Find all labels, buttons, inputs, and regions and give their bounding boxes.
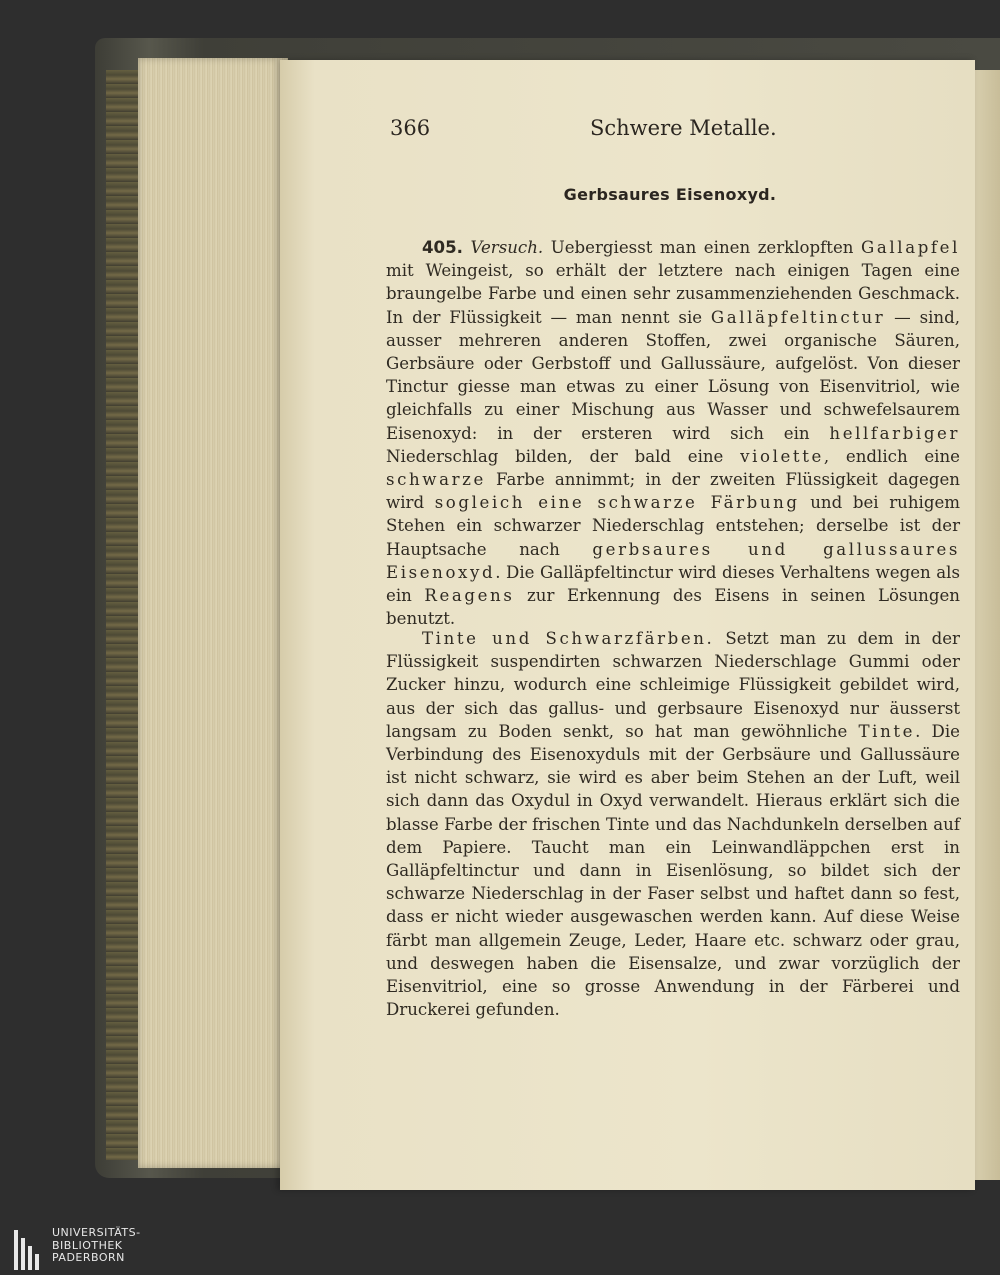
paragraph-experiment [386, 236, 960, 630]
section-heading: Gerbsaures Eisenoxyd. [563, 185, 777, 204]
spaced-term: Tinte [858, 721, 916, 741]
spaced-term: violette [740, 446, 824, 466]
text-run: und bei ruhigem Stehen ein schwarzer Niederschlag entstehen; derselbe ist der Hauptsache nach [386, 493, 960, 559]
book-spine [106, 70, 140, 1160]
page-number: 366 [390, 116, 431, 140]
spaced-term: Tinte und Schwarzfärben. [422, 629, 715, 648]
spaced-term: hellfarbiger [829, 423, 960, 443]
spaced-term: gerbsaures und gallussaures Eisenoxyd [386, 539, 960, 582]
text-run: , endlich eine [823, 446, 960, 466]
text-run: zur Erkennung des Eisens in seinen Lösungen benutzt. [386, 586, 960, 629]
experiment-number: 405. [422, 238, 463, 257]
running-title: Schwere Metalle. [590, 116, 777, 140]
text-run: . Die Verbindung des Eisenoxyduls mit der Gerbsäure und Gallussäure ist nicht schwarz, sie wird es aber beim Stehen an der Luft, weil sich dann das Oxydul in Oxyd verwandelt. Hieraus erklärt sich die blasse Farbe der frischen Tinte und das Nachdunkeln derselben auf dem Papiere. Taucht man ein Leinwandläppchen erst in Galläpfeltinctur und dann in Eisenlösung, so bildet sich der schwarze Niederschlag in der Faser selbst und haftet dann so fest, dass er nicht wieder ausgewaschen werden kann. Auf diese Weise färbt man allgemein Zeuge, Leder, Haare etc. schwarz oder grau, und deswegen haben die Eisensalze, und zwar vorzüglich der Eisenvitriol, eine so grosse Anwendung in der Färberei und Druckerei gefunden. [386, 721, 960, 1020]
spaced-term: sogleich eine schwarze Färbung [434, 493, 800, 513]
logo-line: BIBLIOTHEK [52, 1238, 123, 1252]
spaced-term: Gallapfel [861, 238, 960, 257]
text-run: Farbe annimmt; in der zweiten Flüssigkeit dagegen wird [386, 470, 960, 513]
logo-line: UNIVERSITÄTS- [52, 1226, 141, 1239]
experiment-label: Versuch. [470, 238, 544, 257]
library-logo-icon [14, 1230, 44, 1270]
text-run: Setzt man zu dem in der Flüssigkeit suspendirten schwarzen Niederschlage Gummi oder Zucker hinzu, wodurch eine schleimige Flüssigkeit gebildet wird, aus der sich das gallus- und gerbsaure Eisenoxyd nur äusserst langsam zu Boden senkt, so hat man gewöhnliche [386, 629, 960, 741]
spaced-term: Galläpfeltinctur [710, 307, 886, 327]
footer-bar [0, 1225, 1000, 1275]
page-stack [138, 58, 288, 1168]
paragraph-ink [386, 627, 960, 1021]
running-head [390, 116, 960, 146]
text-run: Niederschlag bilden, der bald eine [386, 446, 741, 466]
spaced-term: schwarze [386, 470, 486, 490]
logo-line: PADERBORN [52, 1251, 125, 1264]
page-edge [972, 70, 1000, 1180]
text-run: . Die Galläpfeltinctur wird dieses Verhaltens wegen als ein [386, 562, 960, 606]
text-run: mit Weingeist, so erhält der letztere nach einigen Tagen eine braungelbe Farbe und einen sehr zusammenziehenden Geschmack. In der Flüssigkeit — man nennt sie [386, 261, 960, 327]
library-logo-text [52, 1227, 141, 1265]
text-run: — sind, ausser mehreren anderen Stoffen, zwei organische Säuren, Gerbsäure oder Gerbstoff und Gallussäure, aufgelöst. Von dieser Tinctur giesse man etwas zu einer Lösung von Eisenvitriol, wie gleichfalls zu einer Mischung aus Wasser und schwefelsaurem Eisenoxyd: in der ersteren wird sich ein [386, 307, 960, 443]
spaced-term: Reagens [424, 586, 515, 606]
text-run: Uebergiesst man einen zerklopften [550, 238, 862, 257]
